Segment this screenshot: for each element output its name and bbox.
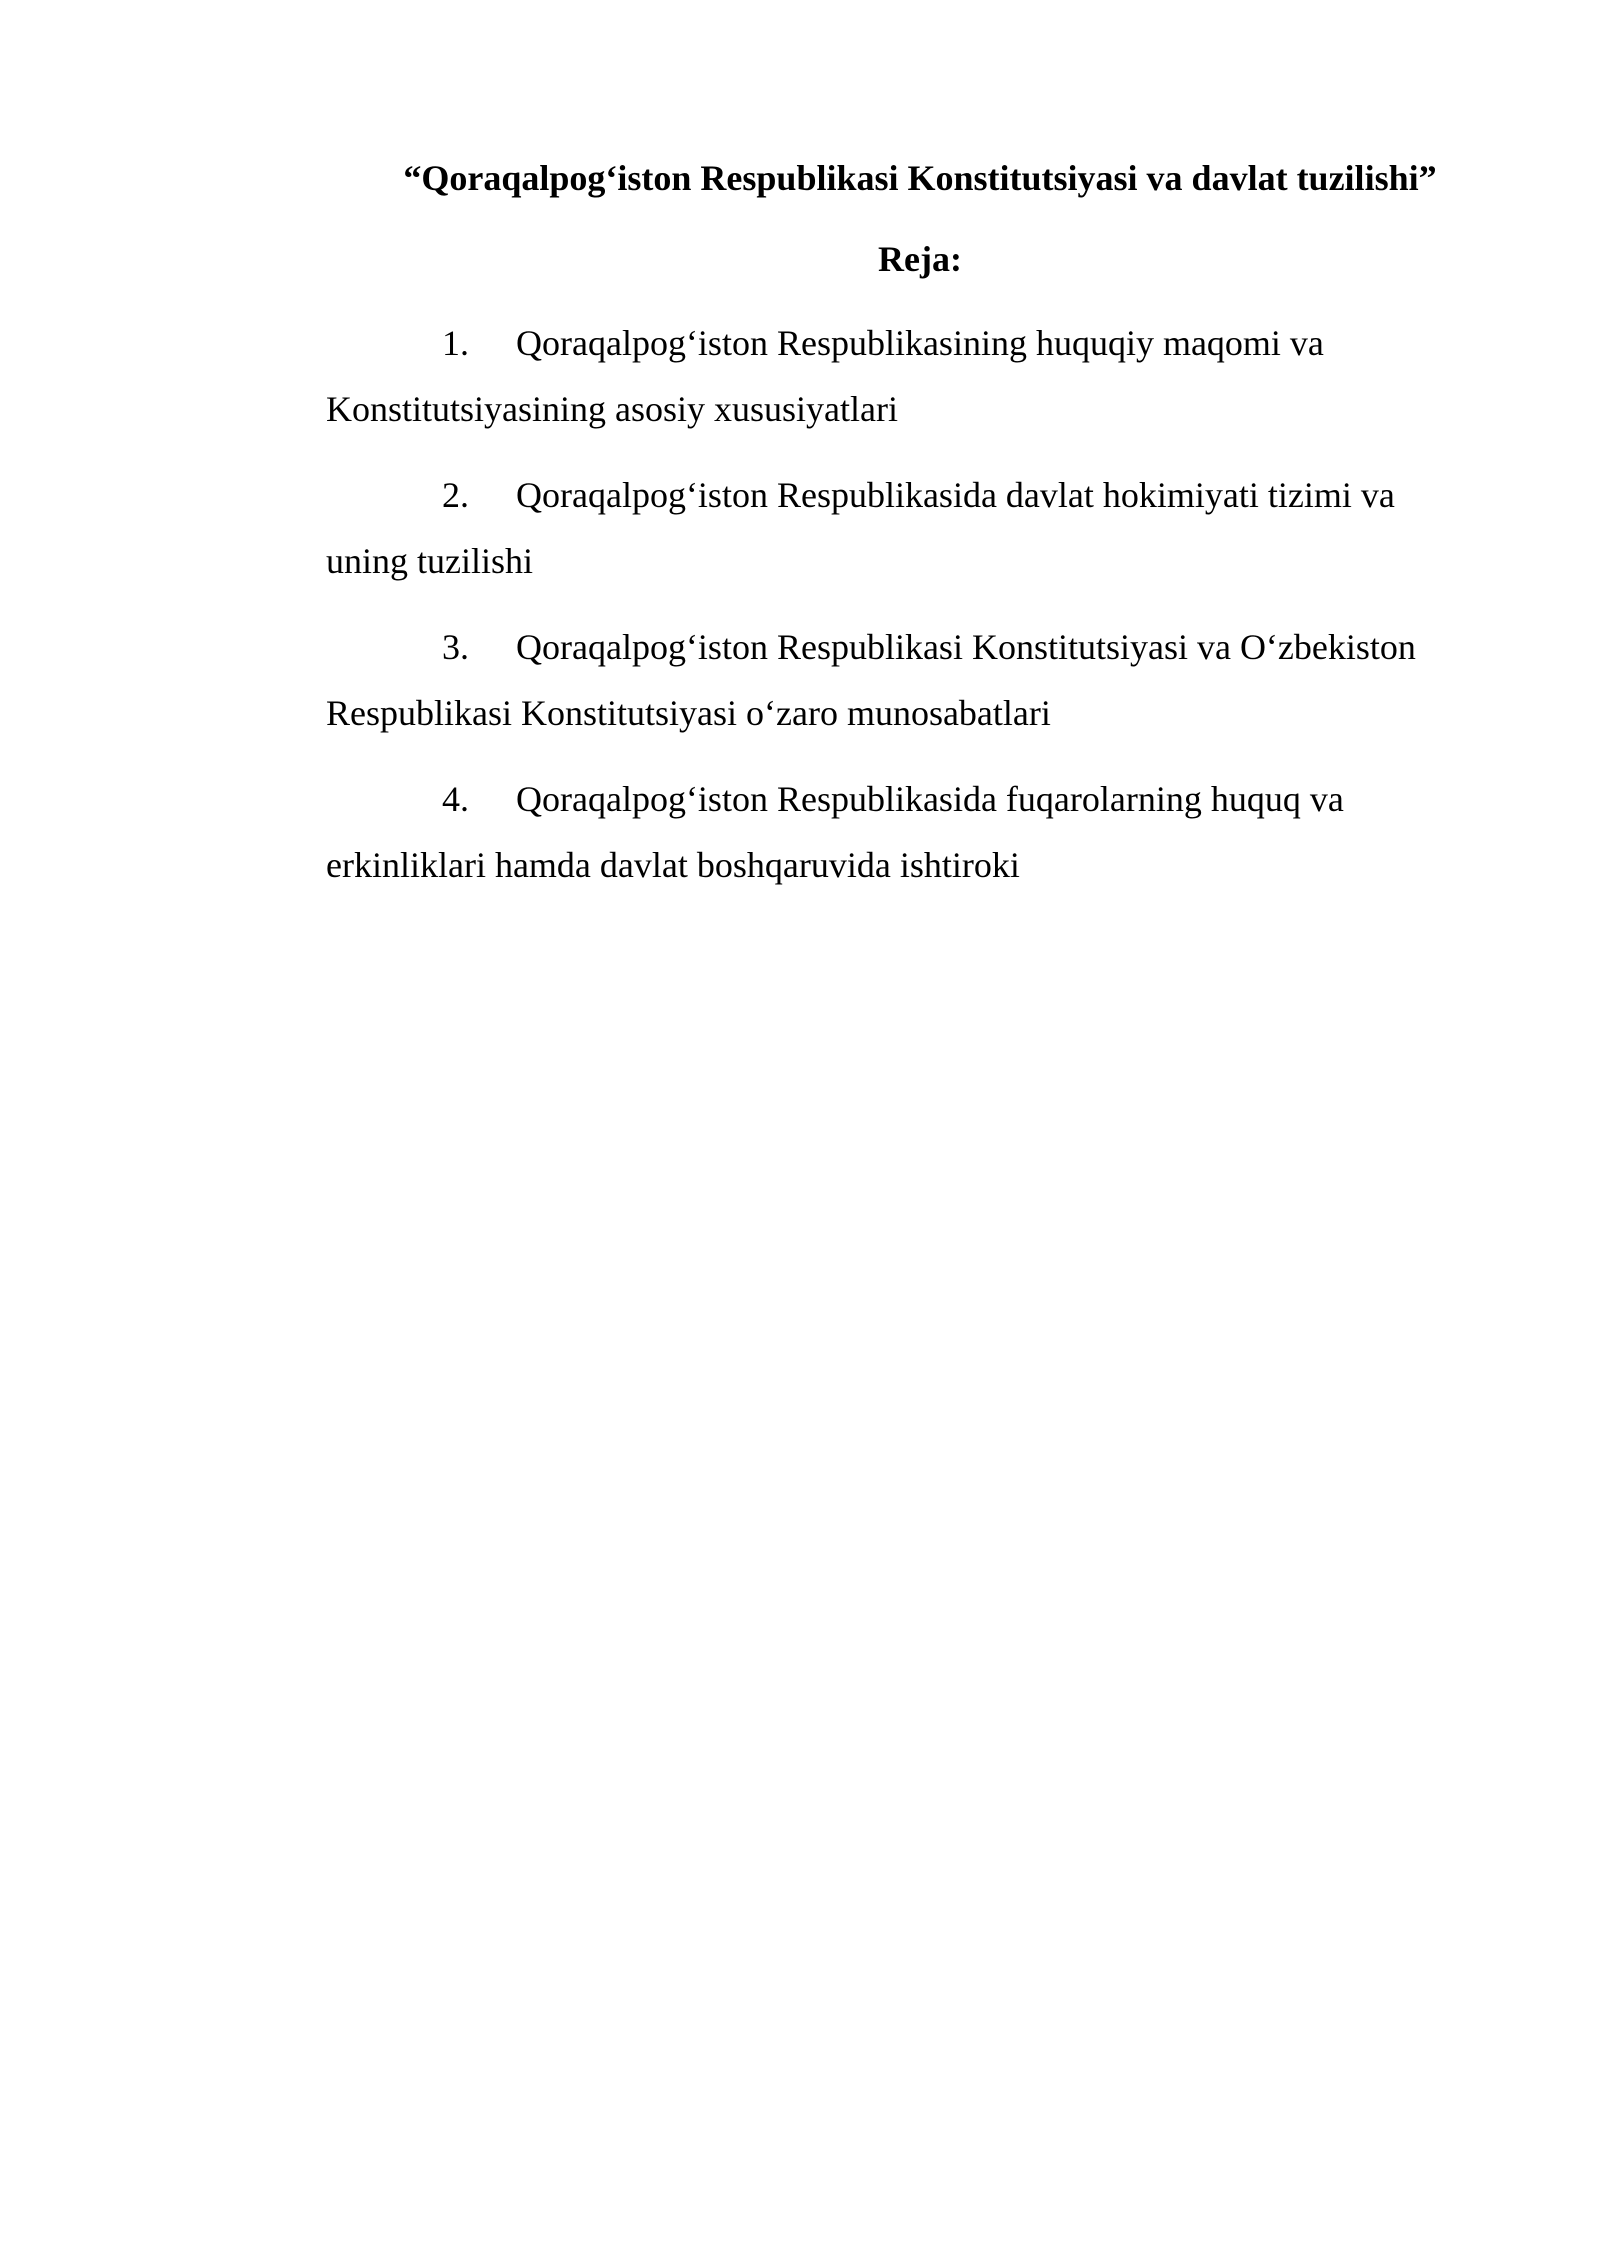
plan-item-text: Qoraqalpog‘iston Respublikasining huquqiy maqomi va Konstitutsiyasining asosiy xususiyatlari [326, 323, 1324, 429]
plan-item [326, 614, 1460, 746]
document-content [326, 148, 1460, 918]
plan-item [326, 310, 1460, 442]
plan-item-number: 1. [442, 323, 469, 363]
plan-item-number: 4. [442, 779, 469, 819]
plan-item [326, 766, 1460, 898]
plan-item-text: Qoraqalpog‘iston Respublikasi Konstitutsiyasi va O‘zbekiston Respublikasi Konstitutsiyasi o‘zaro munosabatlari [326, 627, 1416, 733]
plan-heading: Reja: [878, 239, 962, 279]
plan-item-text: Qoraqalpog‘iston Respublikasida davlat hokimiyati tizimi va uning tuzilishi [326, 475, 1395, 581]
plan-item-text: Qoraqalpog‘iston Respublikasida fuqarolarning huquq va erkinliklari hamda davlat boshqaruvida ishtiroki [326, 779, 1344, 885]
plan-item-number: 3. [442, 627, 469, 667]
document-title: “Qoraqalpog‘iston Respublikasi Konstitutsiyasi va davlat tuzilishi” [403, 158, 1437, 198]
plan-item [326, 462, 1460, 594]
plan-list [326, 310, 1460, 898]
plan-item-number: 2. [442, 475, 469, 515]
